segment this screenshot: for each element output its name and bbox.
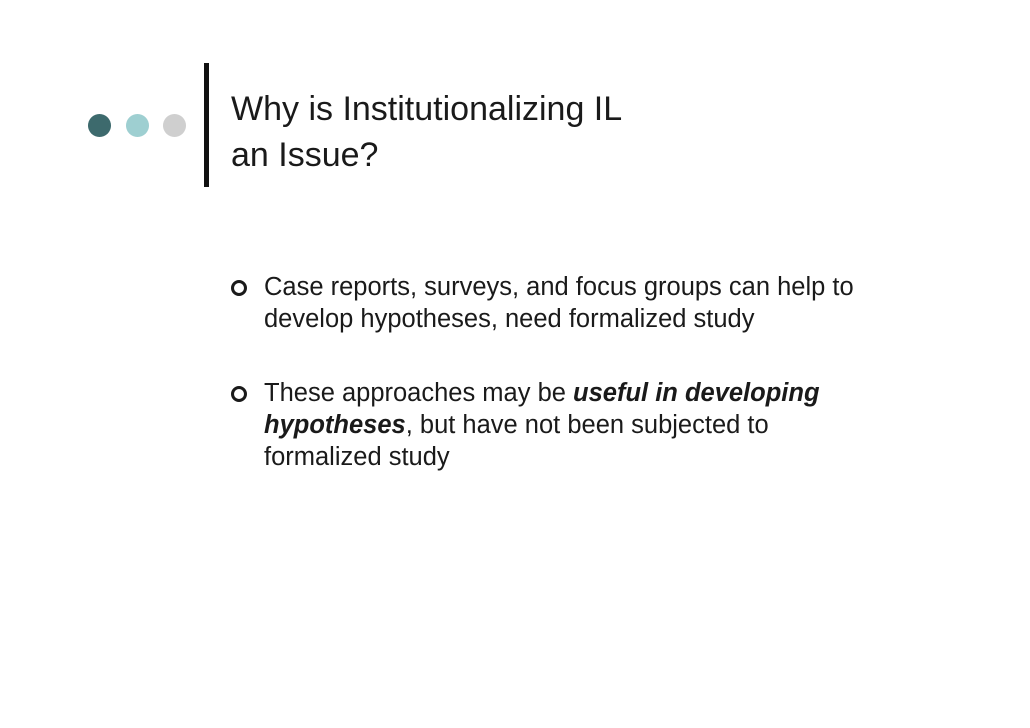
bullet-2-text-after: , but have not been subjected to formalized study [264,411,769,471]
bullet-list [228,271,868,473]
bullet-item-1 [228,271,868,335]
decorative-dot-light-teal [126,114,149,137]
bullet-item-2 [228,377,868,473]
bullet-1-text: Case reports, surveys, and focus groups can help to develop hypotheses, need formalized study [264,273,854,333]
decorative-dot-gray [163,114,186,137]
bullet-ring-icon [231,386,247,402]
slide-title-line-2: an Issue? [231,136,379,174]
title-accent-bar [204,63,209,187]
bullet-ring-icon [231,280,247,296]
bullet-2-text-before: These approaches may be [264,379,574,407]
slide-title [231,86,791,178]
decorative-dot-dark-teal [88,114,111,137]
slide-title-line-1: Why is Institutionalizing IL [231,90,623,128]
bullet-2-emphasis: useful in developing hypotheses [264,379,820,439]
